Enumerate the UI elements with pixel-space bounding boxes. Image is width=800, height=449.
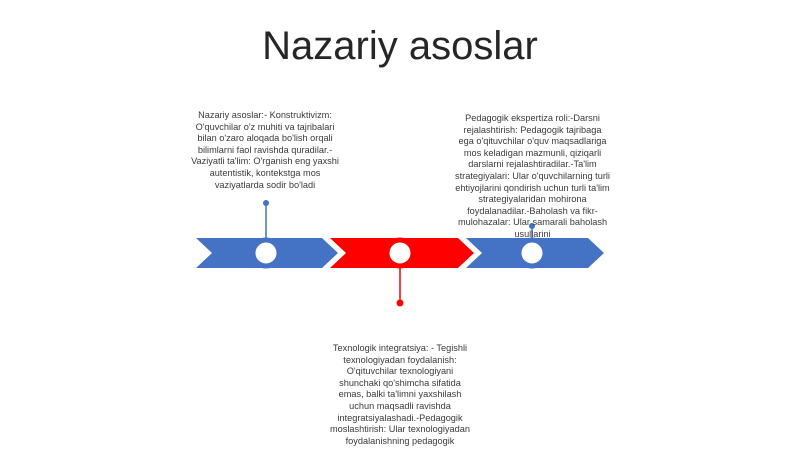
- milestone-marker-3: [519, 240, 545, 266]
- connector-dot-1: [263, 200, 269, 206]
- event-text-1: Nazariy asoslar:- Konstruktivizm: O'quvchilar o'z muhiti va tajribalari bilan o'zaro aloqada bo'lish orqali bilimlarni faol ravishda quradilar.- Vaziyatli ta'lim: O'rganish eng yaxshi autentistik, kontekstga mos vaziyatlarda sodir bo'ladi: [191, 110, 339, 190]
- slide-title: Nazariy asoslar: [262, 24, 538, 68]
- connector-dot-2: [397, 300, 404, 307]
- milestone-marker-1: [253, 240, 279, 266]
- event-text-3: Pedagogik ekspertiza roli:-Darsni rejalashtirish: Pedagogik tajribaga ega o'qituvchilar o'quv maqsadlariga mos keladigan mazmunli, qiziqarli darslarni rejalashtiradilar.-Ta'lim strategiyalari: Ular o'quvchilarning turli ehtiyojlarini qondirish uchun turli ta'lim strategiyalaridan mohirona foydalanadilar.-Baholash va fikr-mulohazalar: Ular samarali baholash usullarini: [455, 113, 610, 239]
- event-text-2: Texnologik integratsiya: - Tegishli texnologiyadan foydalanish: O'qituvchilar texnologiyani shunchaki qo'shimcha sifatida emas, balki ta'limni yaxshilash uchun maqsadli ravishda integratsiyalashadi.-Pedagogik moslashtirish: Ular texnologiyadan foydalanishning pedagogik: [330, 343, 470, 446]
- milestone-marker-2: [387, 240, 413, 266]
